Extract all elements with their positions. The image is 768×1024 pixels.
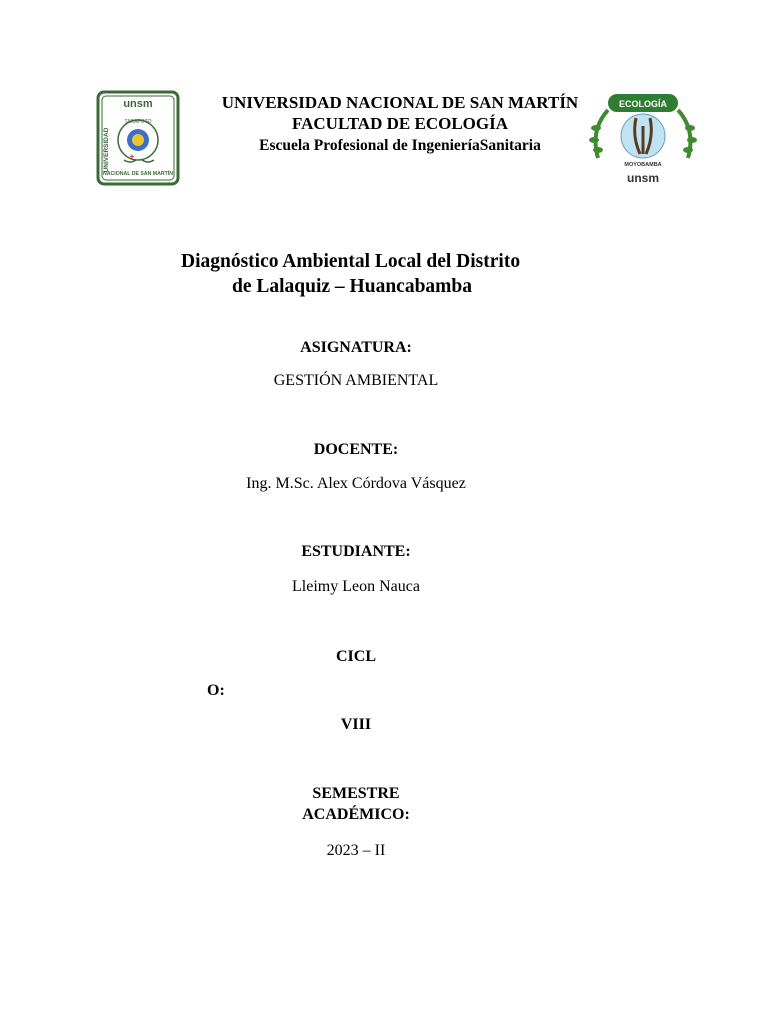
seal-brand-text: unsm [123, 98, 153, 110]
student-value: Lleimy Leon Nauca [292, 578, 420, 595]
seal-ring-left-text: UNIVERSIDAD [103, 127, 110, 173]
document-title-line1: Diagnóstico Ambiental Local del Distrito [181, 251, 521, 272]
student-label: ESTUDIANTE: [301, 543, 411, 560]
semester-label-line2: ACADÉMICO: [302, 806, 410, 823]
seal-top-text: TARAPOTO [124, 119, 152, 125]
teacher-value: Ing. M.Sc. Alex Córdova Vásquez [246, 475, 466, 492]
seal-ring-bottom-text: NACIONAL DE SAN MARTÍN [103, 171, 173, 177]
semester-label-line1: SEMESTRE [312, 785, 400, 802]
cycle-label-part2: O: [207, 682, 225, 699]
emblem-brand-text: unsm [626, 171, 660, 185]
cycle-value: VIII [340, 716, 372, 733]
document-title-line2: de Lalaquiz – Huancabamba [232, 276, 473, 297]
semester-value: 2023 – II [326, 842, 386, 859]
ecology-faculty-logo [584, 88, 702, 188]
emblem-city-text: MOYOBAMBA [624, 162, 662, 168]
faculty-name: FACULTAD DE ECOLOGÍA [292, 114, 508, 133]
svg-text:+: + [129, 152, 135, 161]
university-seal-logo [96, 90, 180, 186]
university-name: UNIVERSIDAD NACIONAL DE SAN MARTÍN [221, 93, 579, 112]
subject-value: GESTIÓN AMBIENTAL [273, 372, 439, 389]
cycle-label-part1: CICL [335, 648, 376, 665]
teacher-label: DOCENTE: [313, 441, 399, 458]
university-seal-icon [96, 90, 180, 186]
subject-label: ASIGNATURA: [300, 339, 412, 356]
emblem-banner-text: ECOLOGÍA [618, 99, 668, 109]
ecology-faculty-emblem-icon [584, 88, 702, 188]
school-name: Escuela Profesional de IngenieríaSanitaria [259, 137, 541, 154]
